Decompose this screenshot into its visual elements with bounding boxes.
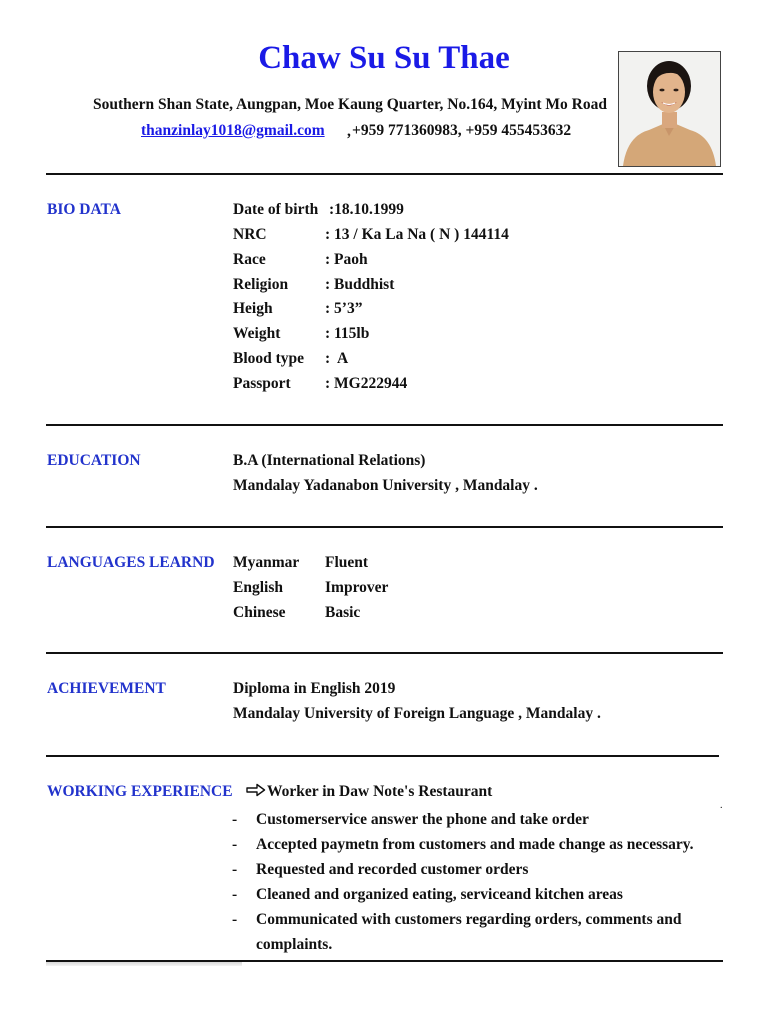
bio-label: Religion xyxy=(233,276,289,293)
language-name: English xyxy=(233,579,283,596)
language-name: Chinese xyxy=(233,604,286,621)
portrait-image xyxy=(619,52,720,166)
duty-item: Requested and recorded customer orders xyxy=(256,861,529,878)
right-arrow-icon xyxy=(246,783,266,802)
email-link[interactable]: thanzinlay1018@gmail.com xyxy=(141,122,325,139)
contact-separator: , xyxy=(347,123,351,140)
bio-value: : Buddhist xyxy=(325,276,395,293)
phone-numbers: +959 771360983, +959 455453632 xyxy=(352,122,572,139)
degree: B.A (International Relations) xyxy=(233,452,426,469)
duty-item-continuation: complaints. xyxy=(256,936,333,953)
divider xyxy=(46,526,723,528)
bio-label: Passport xyxy=(233,375,291,392)
experience-heading: WORKING EXPERIENCE xyxy=(47,783,233,800)
language-level: Improver xyxy=(325,579,389,596)
job-title-row xyxy=(246,783,492,802)
bullet-dash: - xyxy=(232,861,238,878)
job-title: Worker in Daw Note's Restaurant xyxy=(267,783,493,801)
education-heading: EDUCATION xyxy=(47,452,141,469)
profile-photo xyxy=(618,51,721,167)
bio-label: Weight xyxy=(233,325,281,342)
bio-label: Blood type xyxy=(233,350,305,367)
resume-name: Chaw Su Su Thae xyxy=(258,40,510,76)
divider xyxy=(46,424,723,426)
duty-item: Cleaned and organized eating, serviceand kitchen areas xyxy=(256,886,623,903)
bio-value: : Paoh xyxy=(325,251,368,268)
bio-label: Heigh xyxy=(233,300,273,317)
bio-value: : A xyxy=(325,350,349,367)
bio-label: Date of birth xyxy=(233,201,319,218)
stray-mark: . xyxy=(720,800,723,811)
bio-value: : 115lb xyxy=(325,325,370,342)
bullet-dash: - xyxy=(232,886,238,903)
diploma: Diploma in English 2019 xyxy=(233,680,396,697)
language-name: Myanmar xyxy=(233,554,300,571)
bio-data-heading: BIO DATA xyxy=(47,201,121,218)
bio-value: : 5’3” xyxy=(325,300,363,317)
diploma-institution: Mandalay University of Foreign Language , Mandalay . xyxy=(233,705,601,722)
bullet-dash: - xyxy=(232,811,238,828)
bio-value: : MG222944 xyxy=(325,375,408,392)
address: Southern Shan State, Aungpan, Moe Kaung Quarter, No.164, Myint Mo Road xyxy=(93,96,607,113)
duty-item: Customerservice answer the phone and take order xyxy=(256,811,589,828)
bullet-dash: - xyxy=(232,836,238,853)
duty-item: Accepted paymetn from customers and made change as necessary. xyxy=(256,836,694,853)
duty-item: Communicated with customers regarding orders, comments and xyxy=(256,911,682,928)
bio-label: Race xyxy=(233,251,266,268)
achievement-heading: ACHIEVEMENT xyxy=(47,680,166,697)
languages-heading: LANGUAGES LEARND xyxy=(47,554,215,571)
divider xyxy=(46,652,723,654)
bio-value: : 13 / Ka La Na ( N ) 144114 xyxy=(325,226,509,243)
bullet-dash: - xyxy=(232,911,238,928)
shadow-decoration xyxy=(46,962,242,966)
bio-label: NRC xyxy=(233,226,267,243)
language-level: Basic xyxy=(325,604,361,621)
university: Mandalay Yadanabon University , Mandalay . xyxy=(233,477,538,494)
language-level: Fluent xyxy=(325,554,369,571)
divider xyxy=(46,173,723,175)
divider xyxy=(46,755,719,757)
bio-value: :18.10.1999 xyxy=(329,201,404,218)
